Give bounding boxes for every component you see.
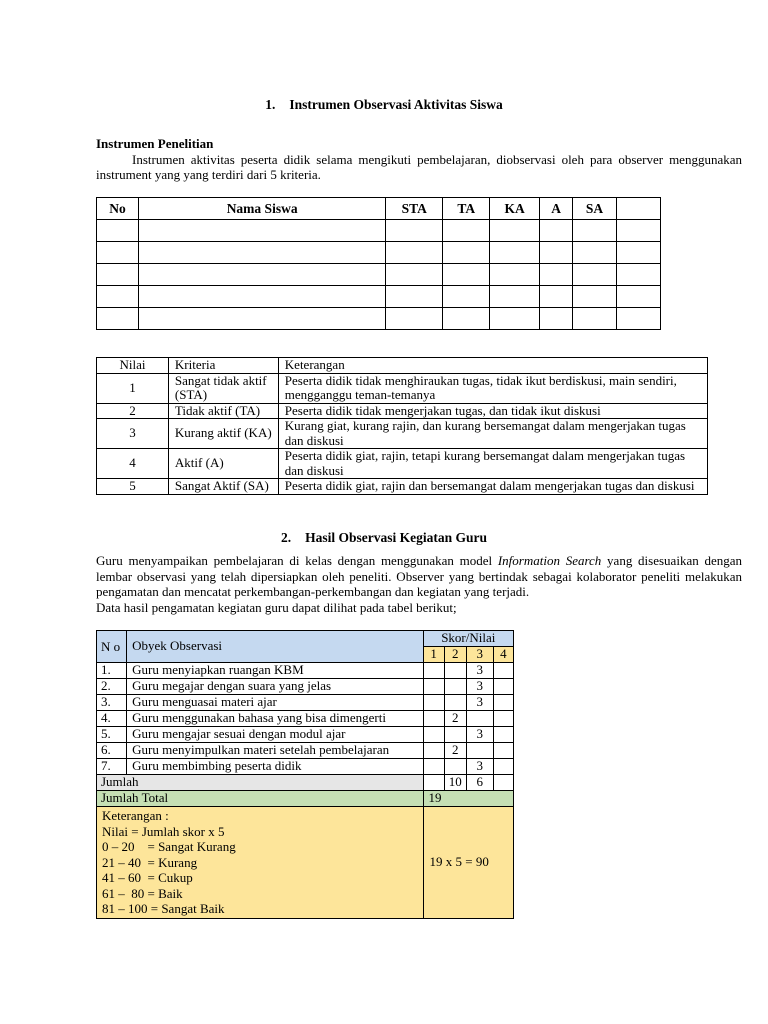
jumlah-row [97,775,514,791]
nilai-cell: 5 [97,479,169,495]
table-row [97,695,514,711]
score-cell [493,711,513,727]
row-obyek: Guru menyiapkan ruangan KBM [127,663,423,679]
table-cell [386,308,443,330]
table-row [97,479,708,495]
table-cell [97,308,139,330]
jumlah-total-value: 19 [423,791,513,807]
header-no: N o [97,631,127,663]
table-cell [386,242,443,264]
table-cell [386,264,443,286]
score-cell [444,663,466,679]
score-col-3: 3 [466,647,493,663]
score-cell [493,743,513,759]
jumlah-total-label: Jumlah Total [97,791,424,807]
table-cell [386,220,443,242]
header-ta: TA [443,198,490,220]
table-row [97,743,514,759]
score-cell [493,695,513,711]
header-ka: KA [490,198,540,220]
hasil-text-before: Guru menyampaikan pembelajaran di kelas dengan menggunakan model [96,553,498,568]
table-cell [540,264,573,286]
header-sta: STA [386,198,443,220]
nilai-cell: 4 [97,449,169,479]
table-row [97,419,708,449]
table-row [97,711,514,727]
nilai-cell: 1 [97,373,169,403]
table-cell [617,286,661,308]
instrumen-section [96,136,742,183]
kriteria-cell: Tidak aktif (TA) [168,403,278,419]
header-a: A [540,198,573,220]
table-cell [138,220,385,242]
hasil-paragraph-2: Data hasil pengamatan kegiatan guru dapat dilihat pada tabel berikut; [96,599,457,615]
section2-number: 2. [280,530,292,545]
row-obyek: Guru menyimpulkan materi setelah pembelajaran [127,743,423,759]
table-cell [573,242,617,264]
score-col-1: 1 [423,647,444,663]
header-nilai: Nilai [97,358,169,374]
jumlah-label: Jumlah [97,775,424,791]
keterangan-cell [97,807,424,919]
score-cell [493,759,513,775]
keterangan-cell: Peserta didik giat, rajin, tetapi kurang bersemangat dalam mengerjakan tugas dan diskusi [278,449,707,479]
table-row [97,308,661,330]
jumlah-score: 6 [466,775,493,791]
section1-heading [0,97,768,113]
header-empty [617,198,661,220]
keterangan-line: Keterangan : [102,808,169,823]
score-cell [493,679,513,695]
table-row [97,759,514,775]
jumlah-total-row [97,791,514,807]
score-cell [466,711,493,727]
table-cell [540,242,573,264]
row-no: 4. [97,711,127,727]
hasil-section [96,553,742,615]
jumlah-score: 10 [444,775,466,791]
table-row [97,220,661,242]
nilai-cell: 3 [97,419,169,449]
score-cell: 3 [466,679,493,695]
keterangan-line: 81 – 100 = Sangat Baik [102,901,225,916]
header-kriteria: Kriteria [168,358,278,374]
row-no: 3. [97,695,127,711]
score-cell [493,663,513,679]
table-cell [540,286,573,308]
score-cell [493,727,513,743]
table-cell [490,264,540,286]
table-row [97,286,661,308]
table-cell [386,286,443,308]
keterangan-line: 0 – 20 = Sangat Kurang [102,839,236,854]
hasil-text-after: yang disesuaikan dengan lembar observasi yang telah dipersiapkan oleh peneliti. Observer yang bertindak sebagai kolaborator peneliti melakukan pengamatan dan mencatat perkembangan-perkembangan dan kegiatan yang terjadi. [96,553,742,599]
section1-title: Instrumen Observasi Aktivitas Siswa [289,97,503,112]
row-obyek: Guru menggunakan bahasa yang bisa dimengerti [127,711,423,727]
score-col-2: 2 [444,647,466,663]
table-cell [97,286,139,308]
section2-heading [0,530,768,546]
score-cell: 2 [444,711,466,727]
score-col-4: 4 [493,647,513,663]
table-row [97,727,514,743]
row-obyek: Guru menguasai materi ajar [127,695,423,711]
hasil-model-name: Information Search [497,553,602,568]
teacher-observation-table [96,630,514,919]
table-cell [490,286,540,308]
kriteria-cell: Aktif (A) [168,449,278,479]
score-cell [423,759,444,775]
jumlah-score [493,775,513,791]
row-no: 6. [97,743,127,759]
header-obyek: Obyek Observasi [127,631,423,663]
table-cell [443,242,490,264]
table-cell [573,220,617,242]
table-cell [138,242,385,264]
table-cell [573,308,617,330]
keterangan-line: 61 – 80 = Baik [102,885,183,901]
row-obyek: Guru membimbing peserta didik [127,759,423,775]
table-row [97,663,514,679]
table-cell [573,286,617,308]
score-cell: 3 [466,695,493,711]
score-cell [423,743,444,759]
score-cell [423,679,444,695]
table-cell [617,220,661,242]
keterangan-cell: Kurang giat, kurang rajin, dan kurang bersemangat dalam mengerjakan tugas dan diskusi [278,419,707,449]
hasil-paragraph [96,553,742,600]
table-cell [490,308,540,330]
keterangan-cell: Peserta didik tidak menghiraukan tugas, tidak ikut berdiskusi, main sendiri, mengganggu teman-temanya [278,373,707,403]
score-cell: 3 [466,727,493,743]
header-skor: Skor/Nilai [423,631,513,647]
table-cell [490,242,540,264]
table-cell [138,286,385,308]
keterangan-cell: Peserta didik tidak mengerjakan tugas, dan tidak ikut diskusi [278,403,707,419]
table-cell [540,220,573,242]
header-keterangan: Keterangan [278,358,707,374]
table-row [97,373,708,403]
table-cell [490,220,540,242]
table-cell [443,264,490,286]
keterangan-row [97,807,514,919]
keterangan-line: 41 – 60 = Cukup [102,870,193,885]
table-cell [97,242,139,264]
table-cell [573,264,617,286]
kriteria-cell: Kurang aktif (KA) [168,419,278,449]
table-cell [443,220,490,242]
section2-title: Hasil Observasi Kegiatan Guru [305,530,487,545]
nilai-cell: 2 [97,403,169,419]
score-cell [423,695,444,711]
nilai-result: 19 x 5 = 90 [423,807,513,919]
table-cell [443,308,490,330]
table-row [97,242,661,264]
score-cell [423,727,444,743]
jumlah-score [423,775,444,791]
criteria-header-row [97,358,708,374]
header-sa: SA [573,198,617,220]
row-obyek: Guru megajar dengan suara yang jelas [127,679,423,695]
table-cell [617,308,661,330]
score-cell [444,695,466,711]
table-header-row [97,198,661,220]
score-cell [444,727,466,743]
section1-number: 1. [265,97,276,112]
kriteria-cell: Sangat Aktif (SA) [168,479,278,495]
score-cell: 3 [466,759,493,775]
table-row [97,264,661,286]
table-row [97,449,708,479]
table-cell [138,264,385,286]
header-nama-siswa: Nama Siswa [138,198,385,220]
table-cell [138,308,385,330]
keterangan-cell: Peserta didik giat, rajin dan bersemangat dalam mengerjakan tugas dan diskusi [278,479,707,495]
table-cell [97,220,139,242]
table-cell [617,264,661,286]
keterangan-line: 21 – 40 = Kurang [102,854,198,870]
row-no: 1. [97,663,127,679]
table-cell [617,242,661,264]
student-activity-table [96,197,661,330]
instrumen-paragraph: Instrumen aktivitas peserta didik selama mengikuti pembelajaran, diobservasi oleh para observer menggunakan instrument yang yang terdiri dari 5 kriteria. [96,151,742,182]
row-no: 2. [97,679,127,695]
row-obyek: Guru mengajar sesuai dengan modul ajar [127,727,423,743]
score-cell [444,759,466,775]
score-cell: 2 [444,743,466,759]
score-cell [423,711,444,727]
score-cell [423,663,444,679]
score-cell: 3 [466,663,493,679]
table-cell [97,264,139,286]
table-cell [443,286,490,308]
table-row [97,679,514,695]
table-cell [540,308,573,330]
keterangan-line: Nilai = Jumlah skor x 5 [102,823,225,839]
header-no: No [97,198,139,220]
table-row [97,403,708,419]
score-cell [466,743,493,759]
instrumen-subtitle: Instrumen Penelitian [96,136,214,151]
score-cell [444,679,466,695]
kriteria-cell: Sangat tidak aktif (STA) [168,373,278,403]
criteria-table [96,357,708,495]
observation-header-row [97,631,514,647]
row-no: 5. [97,727,127,743]
row-no: 7. [97,759,127,775]
